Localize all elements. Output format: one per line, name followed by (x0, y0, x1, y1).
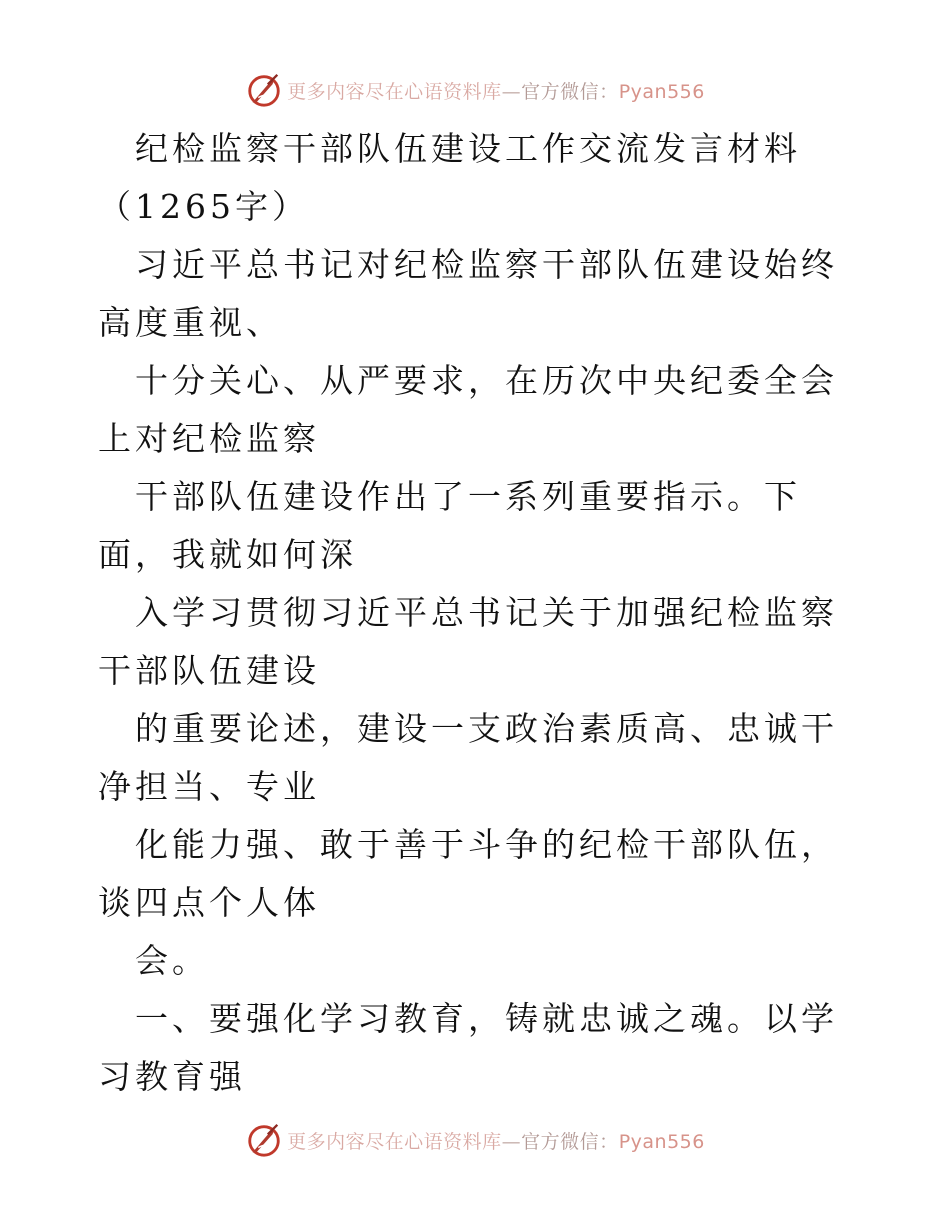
watermark-text: 更多内容尽在心语资料库—官方微信：Pyan556 (287, 1130, 705, 1153)
document-title: 纪检监察干部队伍建设工作交流发言材料（1265字） (98, 129, 801, 226)
document-body (98, 120, 854, 1106)
paragraph-line: 习近平总书记对纪检监察干部队伍建设始终高度重视、 (98, 245, 838, 342)
header-watermark (0, 68, 950, 112)
section-heading-1: 一、要强化学习教育，铸就忠诚之魂。以学习教育强 (98, 999, 838, 1096)
quill-seal-icon (245, 1121, 283, 1159)
watermark-text: 更多内容尽在心语资料库—官方微信：Pyan556 (287, 80, 705, 103)
footer-watermark (0, 1118, 950, 1162)
paragraph-line: 干部队伍建设作出了一系列重要指示。下面，我就如何深 (98, 477, 801, 574)
paragraph-line: 十分关心、从严要求，在历次中央纪委全会上对纪检监察 (98, 361, 838, 458)
paragraph-line: 的重要论述，建设一支政治素质高、忠诚干净担当、专业 (98, 709, 838, 806)
paragraph-line: 入学习贯彻习近平总书记关于加强纪检监察干部队伍建设 (98, 593, 838, 690)
paragraph-line: 化能力强、敢于善于斗争的纪检干部队伍，谈四点个人体 (98, 825, 838, 922)
paragraph-line: 会。 (135, 941, 209, 980)
quill-seal-icon (245, 71, 283, 109)
